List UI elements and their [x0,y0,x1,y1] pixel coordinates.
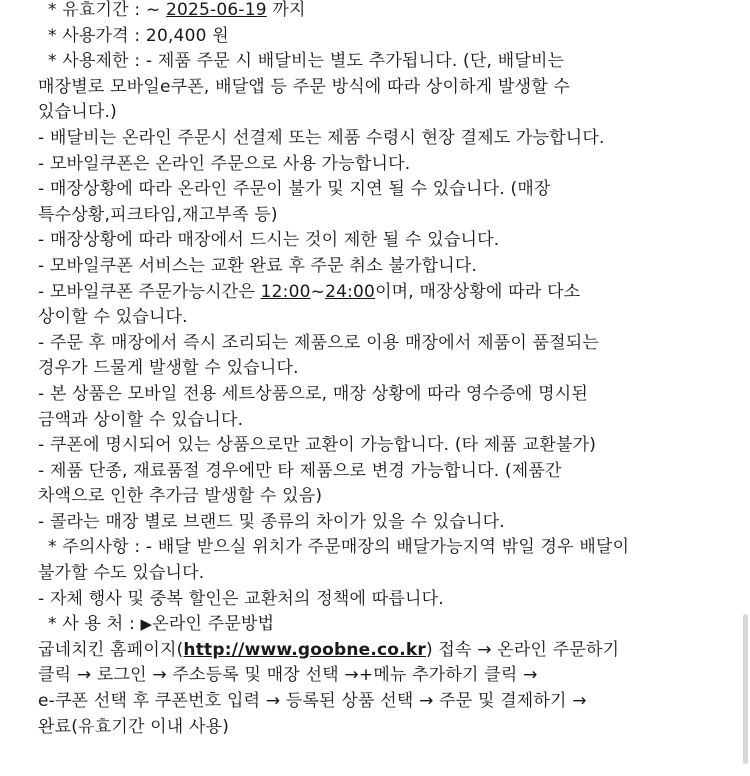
restriction-line-2: 매장별로 모바일e쿠폰, 배달앱 등 주문 방식에 따라 상이하게 발생할 수 [38,76,571,97]
terms-item-1: - 배달비는 온라인 주문시 선결제 또는 제품 수령시 현장 결제도 가능합니다. [38,127,605,148]
terms-item-5: - 모바일쿠폰 서비스는 교환 완료 후 주문 취소 불가합니다. [38,255,478,276]
usage-line-1 [38,638,738,664]
restriction-line-3: 있습니다.) [38,102,117,123]
terms-item-3a: - 매장상황에 따라 온라인 주문이 불가 및 지연 될 수 있습니다. (매장 [38,179,551,200]
terms-item-8b: 금액과 상이할 수 있습니다. [38,409,244,430]
terms-item-10b: 차액으로 인한 추가금 발생할 수 있음) [38,486,323,507]
order-hours-prefix: - 모바일쿠폰 주문가능시간은 [38,281,261,302]
restriction-line-1: * 사용제한 : - 제품 주문 시 배달비는 별도 추가됩니다. (단, 배달비는 [48,51,565,72]
terms-item-11: - 콜라는 매장 별로 브랜드 및 종류의 차이가 있을 수 있습니다. [38,511,505,532]
price-line: * 사용가격 : 20,400 원 [48,25,229,46]
usage-title: 온라인 주문방법 [152,614,275,635]
order-hours-end: 24:00 [325,281,376,302]
validity-line [38,0,738,24]
usage-line-1-suffix: ) 접속 → 온라인 주문하기 [425,639,620,660]
terms-item-9: - 쿠폰에 명시되어 있는 상품으로만 교환이 가능합니다. (타 제품 교환불가) [38,435,597,456]
terms-item-7a: - 주문 후 매장에서 즉시 조리되는 제품으로 이용 매장에서 제품이 품절되는 [38,332,600,353]
validity-suffix: 까지 [266,0,306,20]
play-triangle-icon: ▶ [140,615,153,634]
terms-item-8a: - 본 상품은 모바일 전용 세트상품으로, 매장 상황에 따라 영수증에 명시된 [38,383,589,404]
order-hours-tilde: ~ [310,281,326,302]
order-hours-suffix: 이며, 매장상황에 따라 다소 [375,281,581,302]
terms-item-10a: - 제품 단종, 재료품절 경우에만 타 제품으로 변경 가능합니다. (제품간 [38,460,562,481]
usage-line-4: 완료(유효기간 이내 사용) [38,716,230,737]
terms-item-6 [38,280,738,306]
terms-item-6b: 상이할 수 있습니다. [38,307,188,328]
homepage-link[interactable]: http://www.goobne.co.kr [183,639,426,660]
caution-line-1: * 주의사항 : - 배달 받으실 위치가 주문매장의 배달가능지역 밖일 경우 배달이 [48,537,630,558]
usage-line-1-prefix: 굽네치킨 홈페이지( [38,639,184,660]
order-hours-start: 12:00 [260,281,311,302]
caution-line-2: 불가할 수도 있습니다. [38,563,205,584]
validity-date: 2025-06-19 [165,0,267,20]
terms-item-4: - 매장상황에 따라 매장에서 드시는 것이 제한 될 수 있습니다. [38,230,500,251]
terms-item-3b: 특수상황,피크타임,재고부족 등) [38,204,278,225]
coupon-terms-document [38,0,738,740]
validity-label: * 유효기간 : ~ [48,0,166,20]
usage-label: * 사 용 처 : [48,614,141,635]
usage-heading [38,612,738,638]
usage-line-2: 클릭 → 로그인 → 주소등록 및 매장 선택 →+메뉴 추가하기 클릭 → [38,665,538,686]
scrollbar[interactable] [743,614,748,764]
terms-item-2: - 모바일쿠폰은 온라인 주문으로 사용 가능합니다. [38,153,411,174]
terms-item-7b: 경우가 드물게 발생할 수 있습니다. [38,358,299,379]
caution-line-3: - 자체 행사 및 중복 할인은 교환처의 정책에 따릅니다. [38,588,444,609]
usage-line-3: e-쿠폰 선택 후 쿠폰번호 입력 → 등록된 상품 선택 → 주문 및 결제하기 → [38,691,587,712]
